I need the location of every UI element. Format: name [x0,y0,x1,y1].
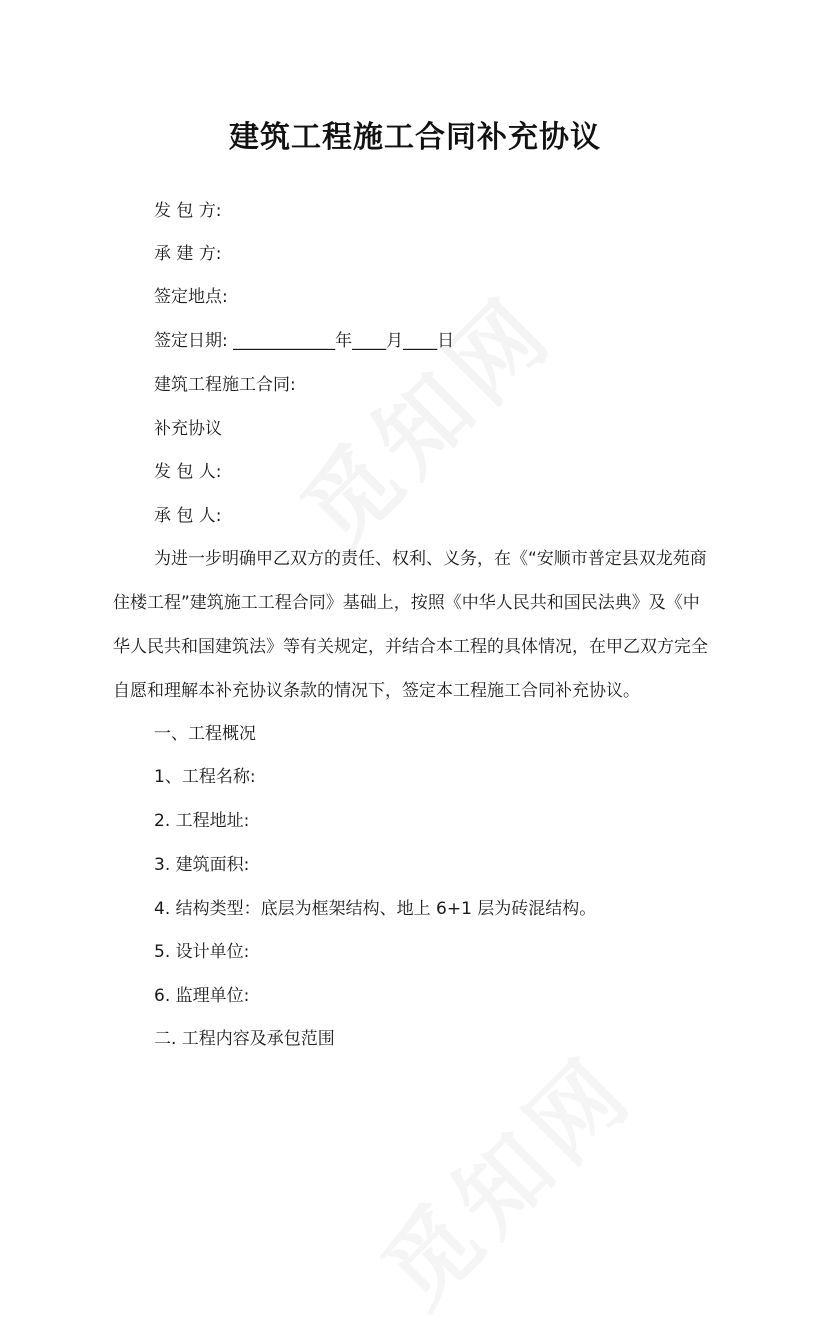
section1-item-structure: 4. 结构类型：底层为框架结构、地上 6+1 层为砖混结构。 [154,899,597,919]
watermark-bottom [348,1021,658,1331]
intro-line-2: 住楼工程”建筑施工工程合同》基础上，按照《中华人民共和国民法典》及《中 [113,593,700,613]
intro-line-4: 自愿和理解本补充协议条款的情况下，签定本工程施工合同补充协议。 [113,681,640,701]
section2-heading: 二. 工程内容及承包范围 [154,1029,335,1049]
field-contractor-person: 承 包 人: [154,506,222,526]
document-title: 建筑工程施工合同补充协议 [229,120,601,155]
field-contractor: 承 建 方: [154,244,222,264]
intro-paragraph [113,547,713,703]
section1-item-address: 2. 工程地址: [154,811,250,831]
intro-line-3: 华人民共和国建筑法》等有关规定，并结合本工程的具体情况，在甲乙双方完全 [113,637,708,657]
section1-item-designer: 5. 设计单位: [154,942,250,962]
field-supplement: 补充协议 [154,419,222,439]
intro-line-1: 为进一步明确甲乙双方的责任、权利、义务，在《“安顺市普定县双龙苑商 [154,549,707,569]
field-construction-contract: 建筑工程施工合同: [154,375,296,395]
section1-item-name: 1、工程名称: [154,767,256,787]
section1-item-area: 3. 建筑面积: [154,855,250,875]
field-signing-place: 签定地点: [154,287,228,307]
field-signing-date: 签定日期: ____________年____月____日 [154,331,455,351]
section1-heading: 一、工程概况 [154,724,256,744]
section1-item-supervisor: 6. 监理单位: [154,986,250,1006]
field-employer-person: 发 包 人: [154,462,222,482]
watermark [268,261,578,571]
field-employer: 发 包 方: [154,201,222,221]
